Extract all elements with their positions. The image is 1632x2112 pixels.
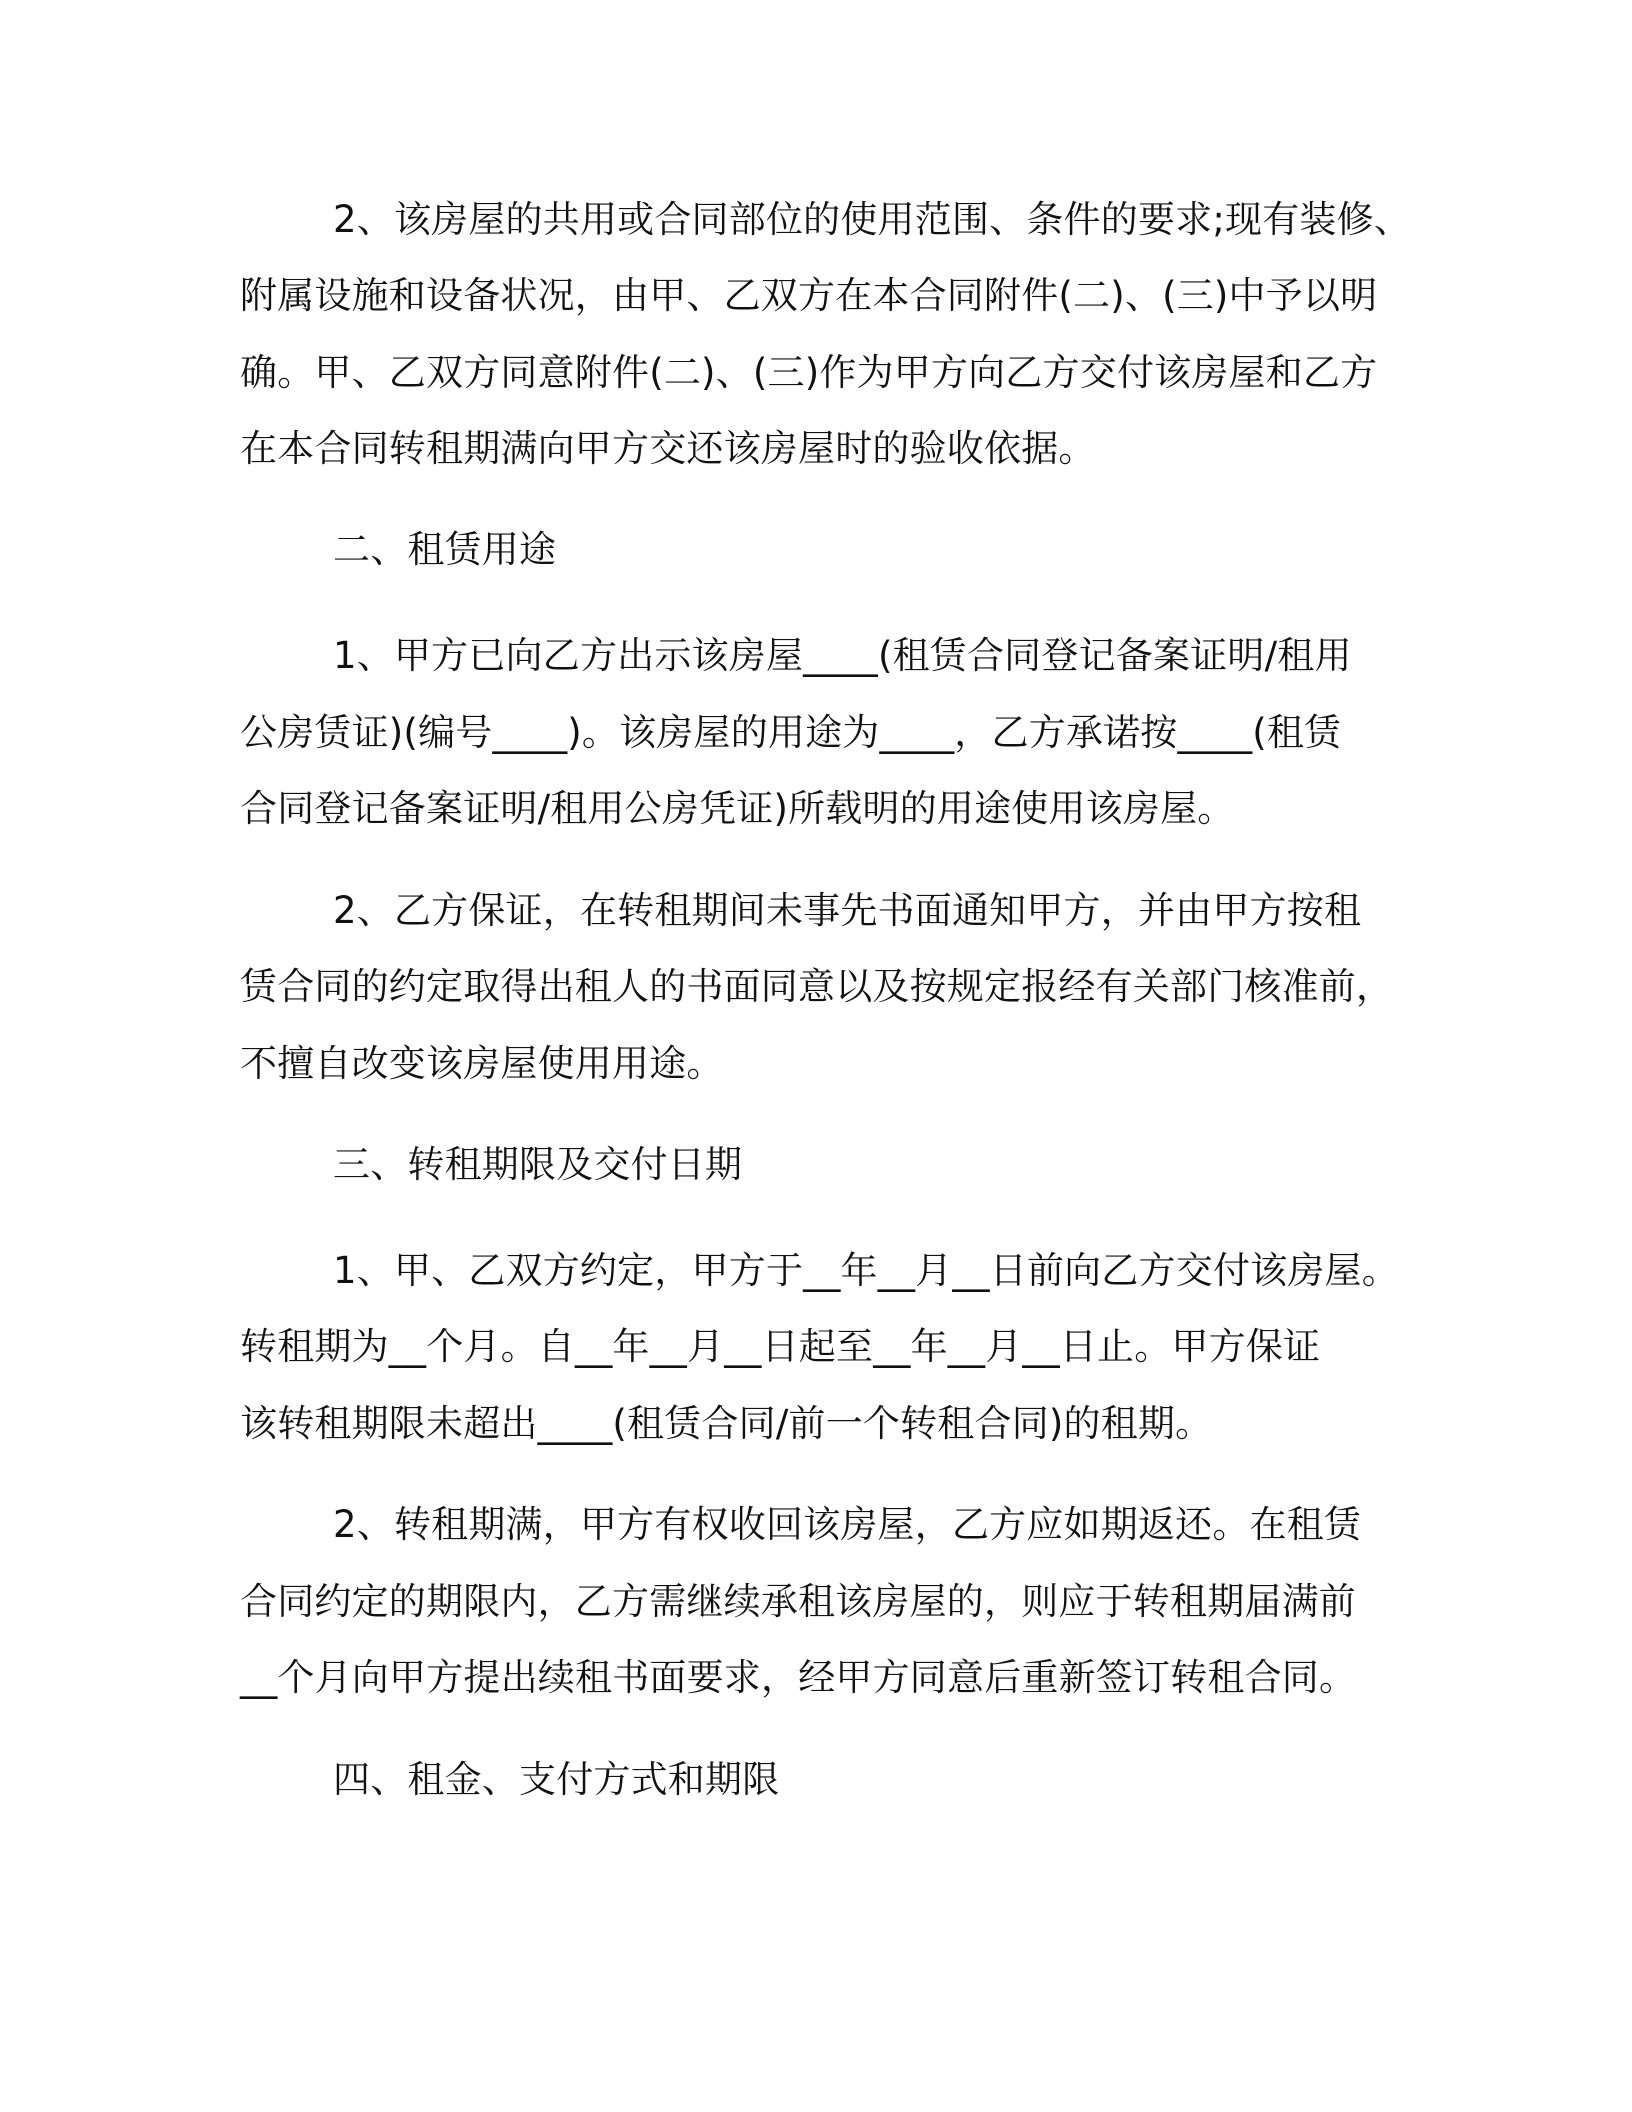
term-clause-1-line-2: 转租期为__个月。自__年__月__日起至__年__月__日止。甲方保证 (240, 1325, 1321, 1368)
usage-clause-2-line-2: 赁合同的约定取得出租人的书面同意以及按规定报经有关部门核准前， (240, 965, 1394, 1008)
term-clause-2-line-3: __个月向甲方提出续租书面要求，经甲方同意后重新签订转租合同。 (240, 1656, 1357, 1699)
usage-clause-1-line-3: 合同登记备案证明/租用公房凭证)所载明的用途使用该房屋。 (240, 787, 1235, 830)
paragraph-2-line-3: 确。甲、乙双方同意附件(二)、(三)作为甲方向乙方交付该房屋和乙方 (240, 351, 1378, 394)
paragraph-2-line-2: 附属设施和设备状况，由甲、乙双方在本合同附件(二)、(三)中予以明 (240, 274, 1378, 317)
section-heading-3: 三、转租期限及交付日期 (333, 1143, 743, 1186)
term-clause-2-line-2: 合同约定的期限内，乙方需继续承租该房屋的，则应于转租期届满前 (240, 1580, 1356, 1623)
usage-clause-2-line-1: 2、乙方保证，在转租期间未事先书面通知甲方，并由甲方按租 (333, 889, 1362, 932)
paragraph-2-line-1: 2、该房屋的共用或合同部位的使用范围、条件的要求;现有装修、 (333, 198, 1412, 241)
term-clause-1-line-3: 该转租期限未超出____(租赁合同/前一个转租合同)的租期。 (240, 1402, 1213, 1445)
usage-clause-2-line-3: 不擅自改变该房屋使用用途。 (240, 1042, 724, 1085)
term-clause-2-line-1: 2、转租期满，甲方有权收回该房屋，乙方应如期返还。在租赁 (333, 1503, 1362, 1546)
usage-clause-1-line-2: 公房赁证)(编号____)。该房屋的用途为____，乙方承诺按____(租赁 (240, 711, 1342, 754)
section-heading-4: 四、租金、支付方式和期限 (333, 1758, 780, 1801)
section-heading-2: 二、租赁用途 (333, 528, 557, 571)
paragraph-2-line-4: 在本合同转租期满向甲方交还该房屋时的验收依据。 (240, 427, 1096, 470)
usage-clause-1-line-1: 1、甲方已向乙方出示该房屋____(租赁合同登记备案证明/租用 (333, 634, 1352, 677)
term-clause-1-line-1: 1、甲、乙双方约定，甲方于__年__月__日前向乙方交付该房屋。 (333, 1249, 1399, 1292)
